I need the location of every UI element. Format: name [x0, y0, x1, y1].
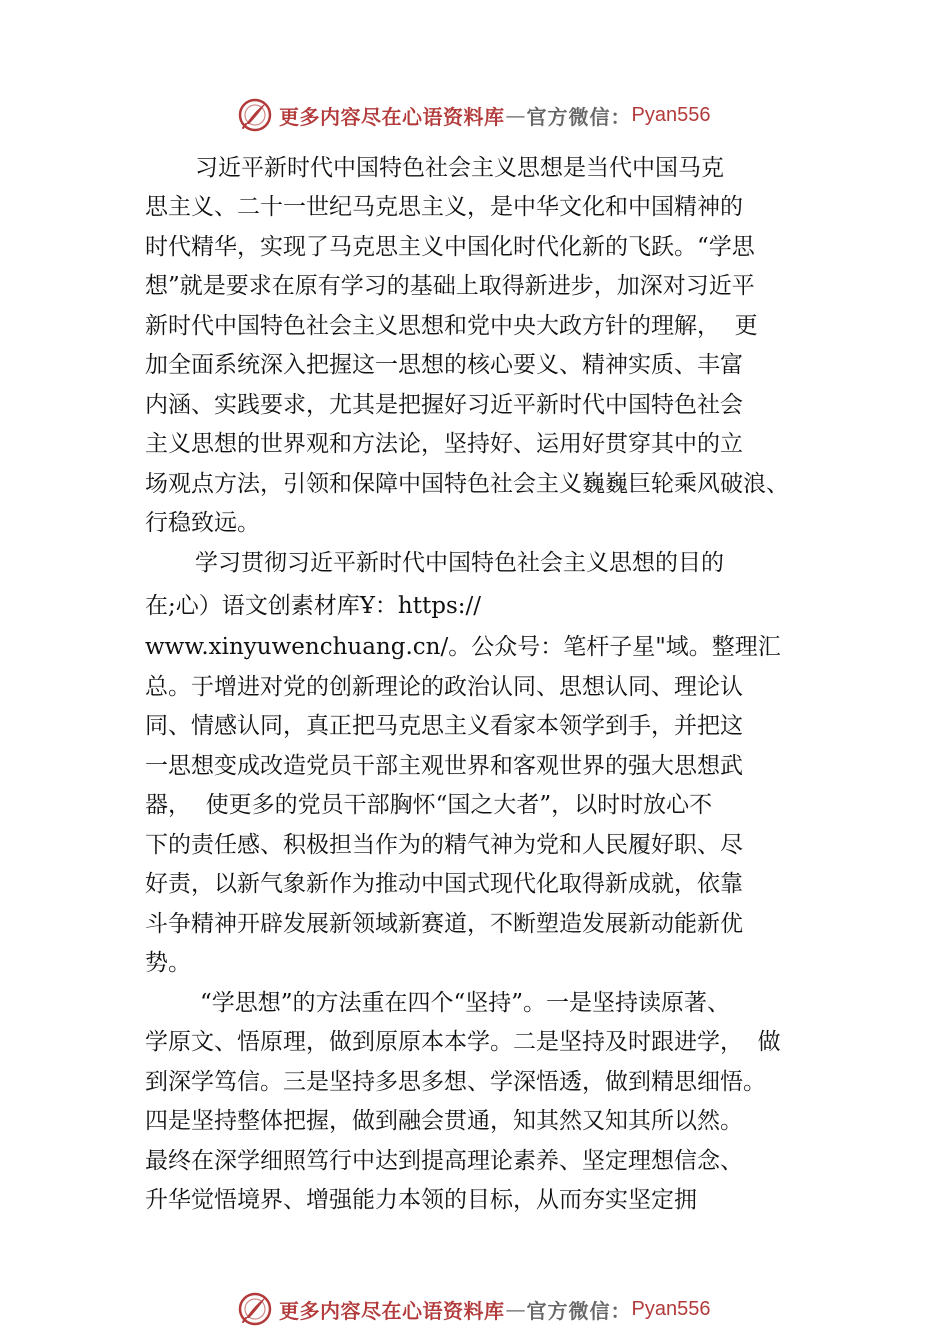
banner-wechat-id: Pyan556 — [631, 1297, 711, 1320]
text-line: 时代精华，实现了马克思主义中国化时代化新的飞跃。“学思 — [145, 234, 755, 260]
text-line: 想”就是要求在原有学习的基础上取得新进步，加深对习近平 — [145, 273, 755, 299]
quill-seal-icon — [237, 97, 273, 133]
banner-dash: — — [505, 1297, 526, 1321]
text-line: 到深学笃信。三是坚持多思多想、学深悟透，做到精思细悟。 — [145, 1069, 766, 1095]
text-line: 好责，以新气象新作为推动中国式现代化取得新成就，依靠 — [145, 871, 743, 897]
text-line: 总。于增进对党的创新理论的政治认同、思想认同、理论认 — [145, 674, 743, 700]
banner-wechat-label: 官方微信： — [526, 1298, 632, 1323]
text-line: 最终在深学细照笃行中达到提高理论素养、坚定理想信念、 — [145, 1148, 743, 1174]
text-line: 习近平新时代中国特色社会主义思想是当代中国马克 — [195, 155, 724, 181]
quill-seal-icon — [237, 1291, 273, 1327]
text-line: 学原文、悟原理，做到原原本本学。二是坚持及时跟进学， 做 — [145, 1029, 781, 1055]
text-line: 斗争精神开辟发展新领域新赛道，不断塑造发展新动能新优 — [145, 911, 743, 937]
text-line: 主义思想的世界观和方法论，坚持好、运用好贯穿其中的立 — [145, 431, 743, 457]
text-line: 思主义、二十一世纪马克思主义，是中华文化和中国精神的 — [145, 194, 743, 220]
text-line: 新时代中国特色社会主义思想和党中央大政方针的理解， 更 — [145, 313, 758, 339]
text-line: 势。 — [145, 950, 191, 976]
banner-title: 更多内容尽在心语资料库 — [279, 104, 505, 129]
text-line: “学思想”的方法重在四个“坚持”。一是坚持读原著、 — [200, 990, 731, 1016]
banner-wechat-label: 官方微信： — [526, 104, 632, 129]
footer-watermark-banner — [237, 1289, 710, 1329]
banner-title: 更多内容尽在心语资料库 — [279, 1298, 505, 1323]
header-watermark-banner — [237, 95, 710, 135]
text-line: 一思想变成改造党员干部主观世界和客观世界的强大思想武 — [145, 753, 743, 779]
text-line: 场观点方法，引领和保障中国特色社会主义巍巍巨轮乘风破浪、 — [145, 471, 789, 497]
text-line: 加全面系统深入把握这一思想的核心要义、精神实质、丰富 — [145, 352, 743, 378]
text-line: 行稳致远。 — [145, 510, 260, 536]
text-line: 内涵、实践要求，尤其是把握好习近平新时代中国特色社会 — [145, 392, 743, 418]
text-line: 四是坚持整体把握，做到融会贯通，知其然又知其所以然。 — [145, 1108, 743, 1134]
text-line: 在;心）语文创素材库Ұ：https:// — [145, 593, 482, 619]
banner-dash: — — [505, 103, 526, 127]
text-line: www.xinyuwenchuang.cn/。公众号：笔杆子星"域。整理汇 — [145, 634, 781, 660]
text-line: 同、情感认同，真正把马克思主义看家本领学到手，并把这 — [145, 713, 743, 739]
text-line: 学习贯彻习近平新时代中国特色社会主义思想的目的 — [195, 550, 724, 576]
banner-wechat-id: Pyan556 — [631, 103, 711, 126]
text-line: 升华觉悟境界、增强能力本领的目标，从而夯实坚定拥 — [145, 1187, 697, 1213]
text-line: 器， 使更多的党员干部胸怀“国之大者”，以时时放心不 — [145, 792, 713, 818]
text-line: 下的责任感、积极担当作为的精气神为党和人民履好职、尽 — [145, 832, 743, 858]
